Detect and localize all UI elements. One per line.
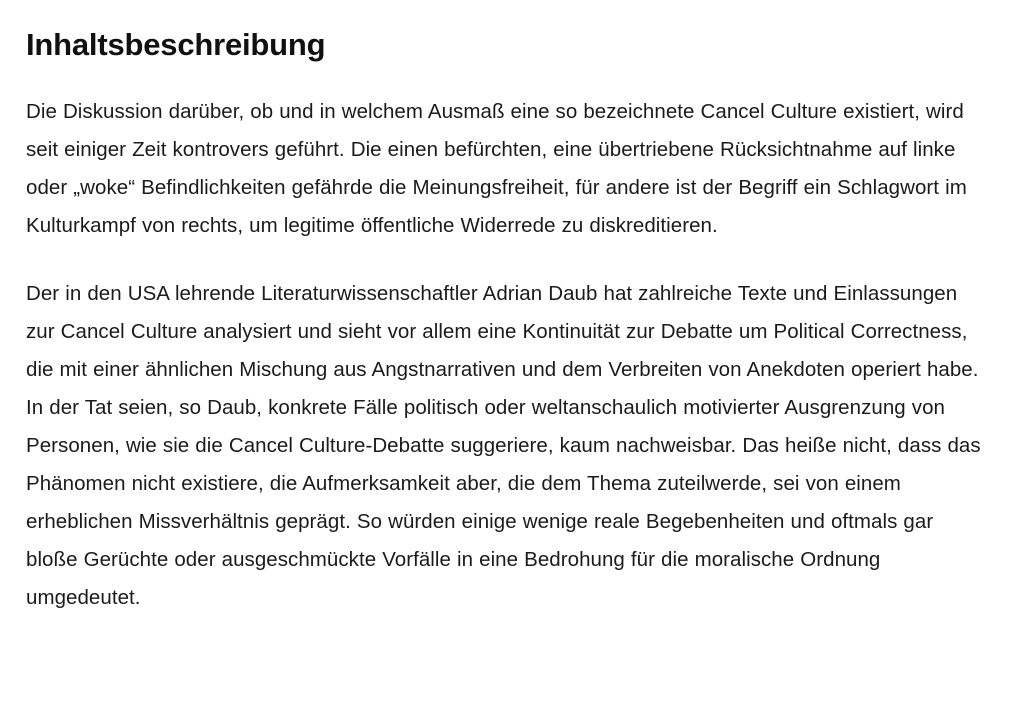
content-paragraph-1: Die Diskussion darüber, ob und in welchem Ausmaß eine so bezeichnete Cancel Culture existiert, wird seit einiger Zeit kontrovers geführt. Die einen befürchten, eine übertriebene Rücksichtnahme auf linke oder „woke“ Befindlichkeiten gefährde die Meinungsfreiheit, für andere ist der Begriff ein Schlagwort im Kulturkampf von rechts, um legitime öffentliche Widerrede zu diskreditieren.	[26, 100, 967, 238]
content-paragraph-2: Der in den USA lehrende Literaturwissenschaftler Adrian Daub hat zahlreiche Texte und Einlassungen zur Cancel Culture analysiert und sieht vor allem eine Kontinuität zur Debatte um Political Correctness, die mit einer ähnlichen Mischung aus Angstnarrativen und dem Verbreiten von Anekdoten operiert habe. In der Tat seien, so Daub, konkrete Fälle politisch oder weltanschaulich motivierter Ausgrenzung von Personen, wie sie die Cancel Culture-Debatte suggeriere, kaum nachweisbar. Das heiße nicht, dass das Phänomen nicht existiere, die Aufmerksamkeit aber, die dem Thema zuteilwerde, sei von einem erheblichen Missverhältnis geprägt. So würden einige wenige reale Begebenheiten und oftmals gar bloße Gerüchte oder ausgeschmückte Vorfälle in eine Bedrohung für die moralische Ordnung umgedeutet.	[26, 282, 981, 610]
page-title: Inhaltsbeschreibung	[26, 27, 326, 62]
